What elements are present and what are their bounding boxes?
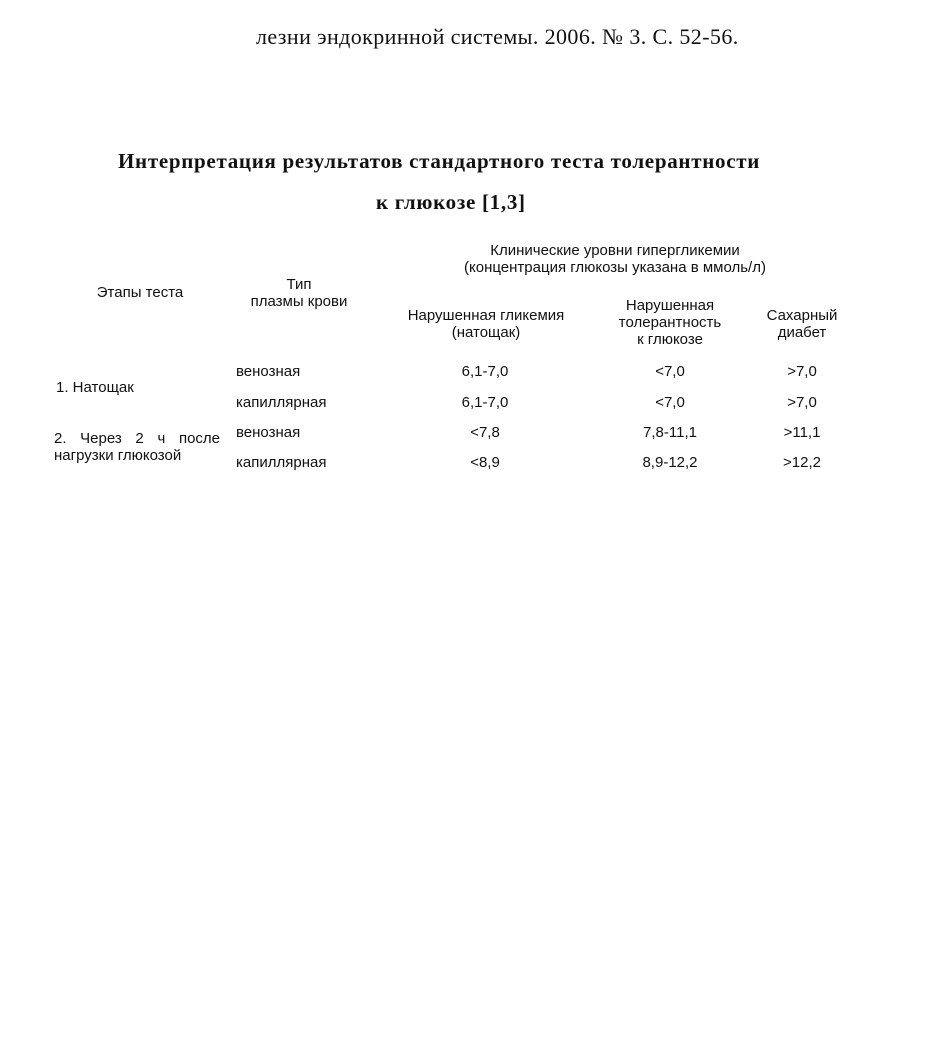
header-impaired-tolerance [600,297,740,348]
header-impaired-glycemia-line-1: Нарушенная гликемия [407,307,565,324]
row-plasma-type: венозная [236,424,301,441]
cell-impaired-tolerance: <7,0 [655,363,685,380]
header-impaired-tolerance-line-2: толерантность [618,314,722,331]
header-plasma-line-2: плазмы крови [250,293,348,310]
row-plasma-type: венозная [236,363,301,380]
header-clinical-levels [420,242,810,276]
header-diabetes-line-2: диабет [777,324,827,341]
stage-label-after-load [54,430,220,464]
header-diabetes [752,307,852,341]
cell-impaired-glycemia: <8,9 [470,454,500,471]
stage-label-fasting: 1. Натощак [56,379,134,396]
cell-diabetes: >7,0 [787,363,817,380]
header-plasma-line-1: Тип [286,276,312,293]
stage-label-after-load-line-2: нагрузки глюкозой [54,447,182,464]
row-plasma-type: капиллярная [236,454,327,471]
header-diabetes-line-1: Сахарный [766,307,838,324]
header-clinical-line-1: Клинические уровни гипергликемии [490,242,740,259]
cell-diabetes: >12,2 [783,454,821,471]
stage-label-after-load-line-1: 2. Через 2 ч после [54,430,220,447]
cell-impaired-glycemia: <7,8 [470,424,500,441]
header-impaired-glycemia-line-2: (натощак) [451,324,521,341]
cell-impaired-tolerance: <7,0 [655,394,685,411]
table-title-line-2: к глюкозе [1,3] [376,190,526,214]
header-impaired-glycemia [386,307,586,341]
cell-diabetes: >7,0 [787,394,817,411]
cell-diabetes: >11,1 [783,424,821,441]
table-title-line-1: Интерпретация результатов стандартного теста толерантности [118,149,761,173]
cell-impaired-glycemia: 6,1-7,0 [461,394,509,411]
header-impaired-tolerance-line-3: к глюкозе [637,331,703,348]
cell-impaired-tolerance: 8,9-12,2 [642,454,698,471]
header-clinical-line-2: (концентрация глюкозы указана в ммоль/л) [464,259,766,276]
header-test-stages: Этапы теста [96,284,184,301]
header-plasma-type [232,276,366,310]
cell-impaired-tolerance: 7,8-11,1 [643,424,697,441]
reference-text: лезни эндокринной системы. 2006. № 3. С. 52-56. [256,24,739,49]
cell-impaired-glycemia: 6,1-7,0 [461,363,509,380]
row-plasma-type: капиллярная [236,394,327,411]
header-impaired-tolerance-line-1: Нарушенная [625,297,715,314]
